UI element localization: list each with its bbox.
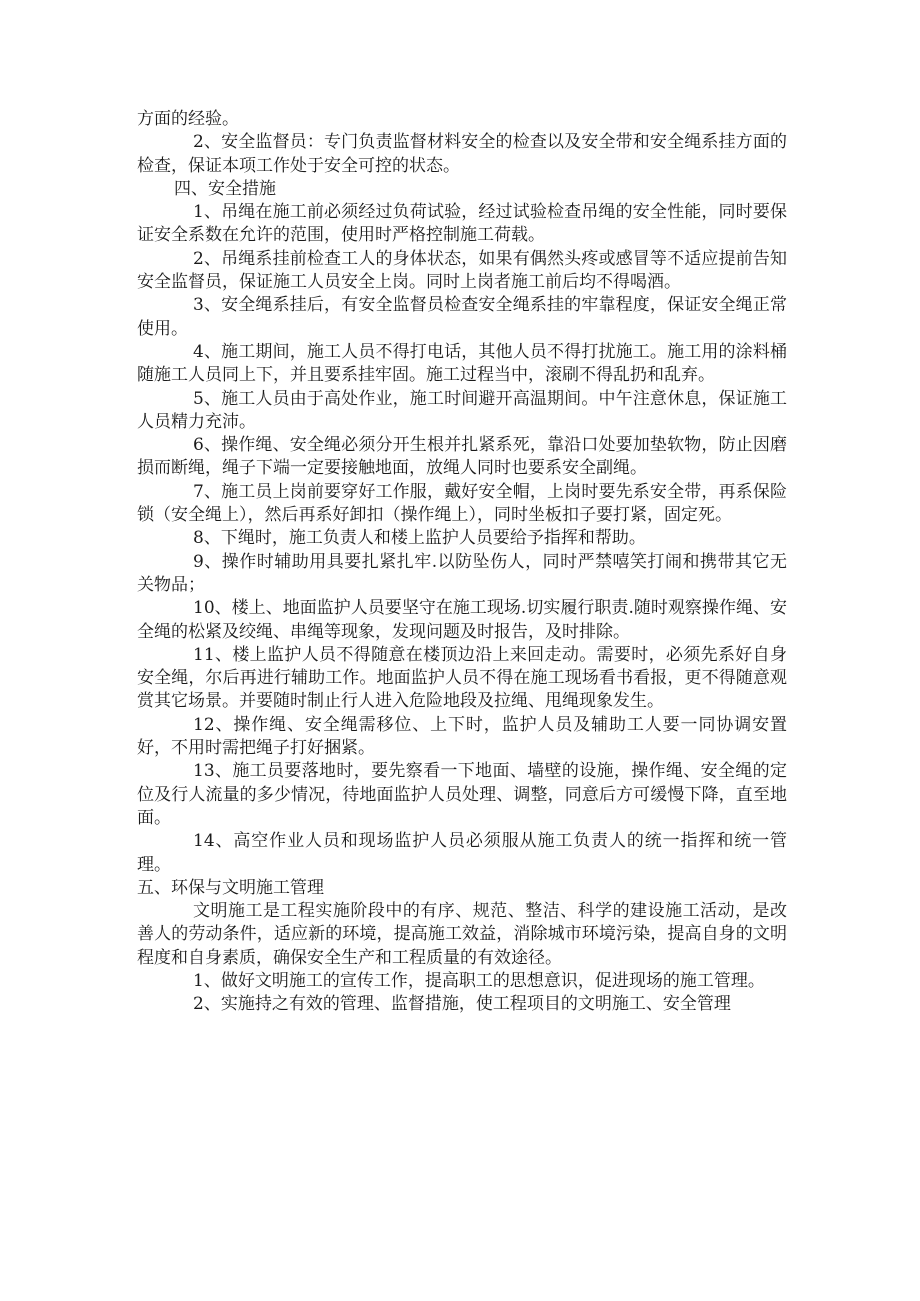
paragraph-measure-12: 12、操作绳、安全绳需移位、上下时，监护人员及辅助工人要一同协调安置好，不用时需把绳子打好捆紧。 xyxy=(137,714,787,759)
paragraph-measure-8: 8、下绳时，施工负责人和楼上监护人员要给予指挥和帮助。 xyxy=(193,528,646,549)
paragraph-measure-5: 5、施工人员由于高处作业，施工时间避开高温期间。中午注意休息，保证施工人员精力充沛。 xyxy=(137,388,787,432)
paragraph-measure-1: 1、吊绳在施工前必须经过负荷试验，经过试验检查吊绳的安全性能，同时要保证安全系数在允许的范围，使用时严格控制施工荷载。 xyxy=(137,202,787,246)
paragraph-measure-6: 6、操作绳、安全绳必须分开生根并扎紧系死，靠沿口处要加垫软物，防止因磨损而断绳，绳子下端一定要接触地面，放绳人同时也要系安全副绳。 xyxy=(137,435,787,479)
paragraph-civilized-2: 2、实施持之有效的管理、监督措施，使工程项目的文明施工、安全管理 xyxy=(193,994,731,1015)
paragraph-safety-supervisor: 2、安全监督员：专门负责监督材料安全的检查以及安全带和安全绳系挂方面的检查，保证本项工作处于安全可控的状态。 xyxy=(137,132,787,176)
paragraph-civilized-1: 1、做好文明施工的宣传工作，提高职工的思想意识，促进现场的施工管理。 xyxy=(193,970,765,991)
paragraph-measure-11: 11、楼上监护人员不得随意在楼顶边沿上来回走动。需要时，必须先系好自身安全绳，尔后再进行辅助工作。地面监护人员不得在施工现场看书看报，更不得随意观赏其它场景。并要随时制止行人进入危险地段及拉绳、甩绳现象发生。 xyxy=(137,644,787,712)
paragraph-measure-14: 14、高空作业人员和现场监护人员必须服从施工负责人的统一指挥和统一管理。 xyxy=(137,831,787,875)
paragraph-measure-13: 13、施工员要落地时，要先察看一下地面、墙壁的设施，操作绳、安全绳的定位及行人流量的多少情况，待地面监护人员处理、调整，同意后方可缓慢下降，直至地面。 xyxy=(137,761,787,828)
document-body xyxy=(137,108,787,1017)
paragraph-measure-10: 10、楼上、地面监护人员要坚守在施工现场.切实履行职责.随时观察操作绳、安全绳的松紧及绞绳、串绳等现象，发现问题及时报告，及时排除。 xyxy=(137,598,787,642)
section-heading-environment: 五、环保与文明施工管理 xyxy=(137,877,324,898)
paragraph-measure-2: 2、吊绳系挂前检查工人的身体状态，如果有偶然头疼或感冒等不适应提前告知安全监督员，保证施工人员安全上岗。同时上岗者施工前后均不得喝酒。 xyxy=(137,248,787,293)
paragraph-civilized-construction: 文明施工是工程实施阶段中的有序、规范、整洁、科学的建设施工活动，是改善人的劳动条件，适应新的环境，提高施工效益，消除城市环境污染，提高自身的文明程度和自身素质，确保安全生产和工程质量的有效途径。 xyxy=(137,901,787,968)
paragraph-measure-4: 4、施工期间，施工人员不得打电话，其他人员不得打扰施工。施工用的涂料桶随施工人员同上下，并且要系挂牢固。施工过程当中，滚刷不得乱扔和乱弃。 xyxy=(137,341,787,386)
paragraph-continuation: 方面的经验。 xyxy=(137,109,239,129)
paragraph-measure-7: 7、施工员上岗前要穿好工作服，戴好安全帽，上岗时要先系安全带，再系保险锁（安全绳上），然后再系好卸扣（操作绳上），同时坐板扣子要打紧，固定死。 xyxy=(137,481,787,526)
paragraph-measure-3: 3、安全绳系挂后，有安全监督员检查安全绳系挂的牢靠程度，保证安全绳正常使用。 xyxy=(137,295,787,339)
section-heading-safety-measures: 四、安全措施 xyxy=(174,178,276,199)
paragraph-measure-9: 9、操作时辅助用具要扎紧扎牢.以防坠伤人，同时严禁嘻笑打闹和携带其它无关物品； xyxy=(137,551,787,595)
